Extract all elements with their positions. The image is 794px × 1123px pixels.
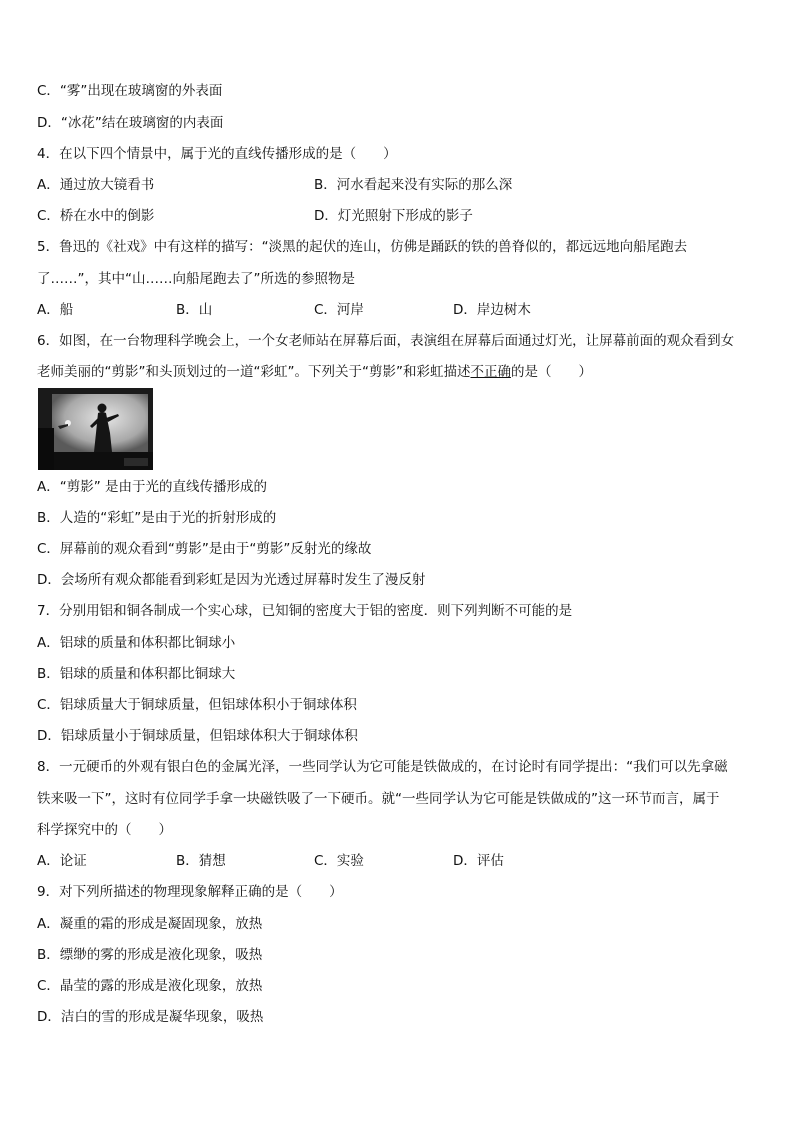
q6-option-c: C．屏幕前的观众看到“剪影”是由于“剪影”反射光的缘故	[37, 541, 372, 557]
q9-option-a: A．凝重的霜的形成是凝固现象，放热	[37, 916, 263, 932]
q5-option-d: D．岸边树木	[453, 302, 531, 318]
q9-option-d: D．洁白的雪的形成是凝华现象，吸热	[37, 1009, 264, 1025]
q9-stem: 9．对下列所描述的物理现象解释正确的是（ ）	[37, 884, 343, 900]
silhouette-image	[38, 388, 153, 470]
q9-option-c: C．晶莹的露的形成是液化现象，放热	[37, 978, 263, 994]
q5-stem-line2: 了……”，其中“山……向船尾跑去了”所选的参照物是	[37, 271, 355, 287]
q6-option-a: A．“剪影” 是由于光的直线传播形成的	[37, 479, 268, 495]
q8-option-b: B．猜想	[176, 853, 226, 869]
q8-stem-line2: 铁来吸一下”，这时有位同学手拿一块磁铁吸了一下硬币。就“一些同学认为它可能是铁做成的”这一环节而言，属于	[37, 791, 720, 807]
q5-option-a: A．船	[37, 302, 74, 318]
option-c-previous: C．“雾”出现在玻璃窗的外表面	[37, 83, 223, 99]
q5-option-b: B．山	[176, 302, 213, 318]
q8-option-d: D．评估	[453, 853, 504, 869]
q5-stem-line1: 5．鲁迅的《社戏》中有这样的描写：“淡黑的起伏的连山，仿佛是踊跃的铁的兽脊似的，都远远地向船尾跑去	[37, 239, 688, 255]
stage-silhouette-photo	[38, 388, 153, 470]
q4-stem: 4．在以下四个情景中，属于光的直线传播形成的是（ ）	[37, 146, 397, 162]
q7-option-d: D．铝球质量小于铜球质量，但铝球体积大于铜球体积	[37, 728, 358, 744]
q8-stem-line1: 8．一元硬币的外观有银白色的金属光泽，一些同学认为它可能是铁做成的，在讨论时有同学提出：“我们可以先拿磁	[37, 759, 728, 775]
q6-stem-text-end: 的是（ ）	[510, 364, 592, 380]
q7-option-b: B．铝球的质量和体积都比铜球大	[37, 666, 236, 682]
q6-stem-text: 老师美丽的“剪影”和头顶划过的一道“彩虹”。下列关于“剪影”和彩虹描述	[37, 364, 471, 380]
option-d-previous: D．“冰花”结在玻璃窗的内表面	[37, 115, 224, 131]
q9-option-b: B．缥缈的雾的形成是液化现象，吸热	[37, 947, 263, 963]
q7-option-c: C．铝球质量大于铜球质量，但铝球体积小于铜球体积	[37, 697, 357, 713]
q6-option-b: B．人造的“彩虹”是由于光的折射形成的	[37, 510, 277, 526]
q8-stem-line3: 科学探究中的（ ）	[37, 822, 172, 838]
q8-option-c: C．实验	[314, 853, 364, 869]
q6-stem-line2	[37, 362, 592, 382]
q6-stem-underlined: 不正确	[470, 364, 511, 380]
q7-option-a: A．铝球的质量和体积都比铜球小	[37, 635, 236, 651]
q4-option-c: C．桥在水中的倒影	[37, 208, 155, 224]
q8-option-a: A．论证	[37, 853, 87, 869]
q5-option-c: C．河岸	[314, 302, 364, 318]
q6-stem-line1: 6．如图，在一台物理科学晚会上，一个女老师站在屏幕后面，表演组在屏幕后面通过灯光，让屏幕前面的观众看到女	[37, 333, 735, 349]
q4-option-d: D．灯光照射下形成的影子	[314, 208, 473, 224]
q4-option-a: A．通过放大镜看书	[37, 177, 155, 193]
q7-stem: 7．分别用铝和铜各制成一个实心球，已知铜的密度大于铝的密度．则下列判断不可能的是	[37, 603, 573, 619]
q4-option-b: B．河水看起来没有实际的那么深	[314, 177, 513, 193]
q6-option-d: D．会场所有观众都能看到彩虹是因为光透过屏幕时发生了漫反射	[37, 572, 426, 588]
